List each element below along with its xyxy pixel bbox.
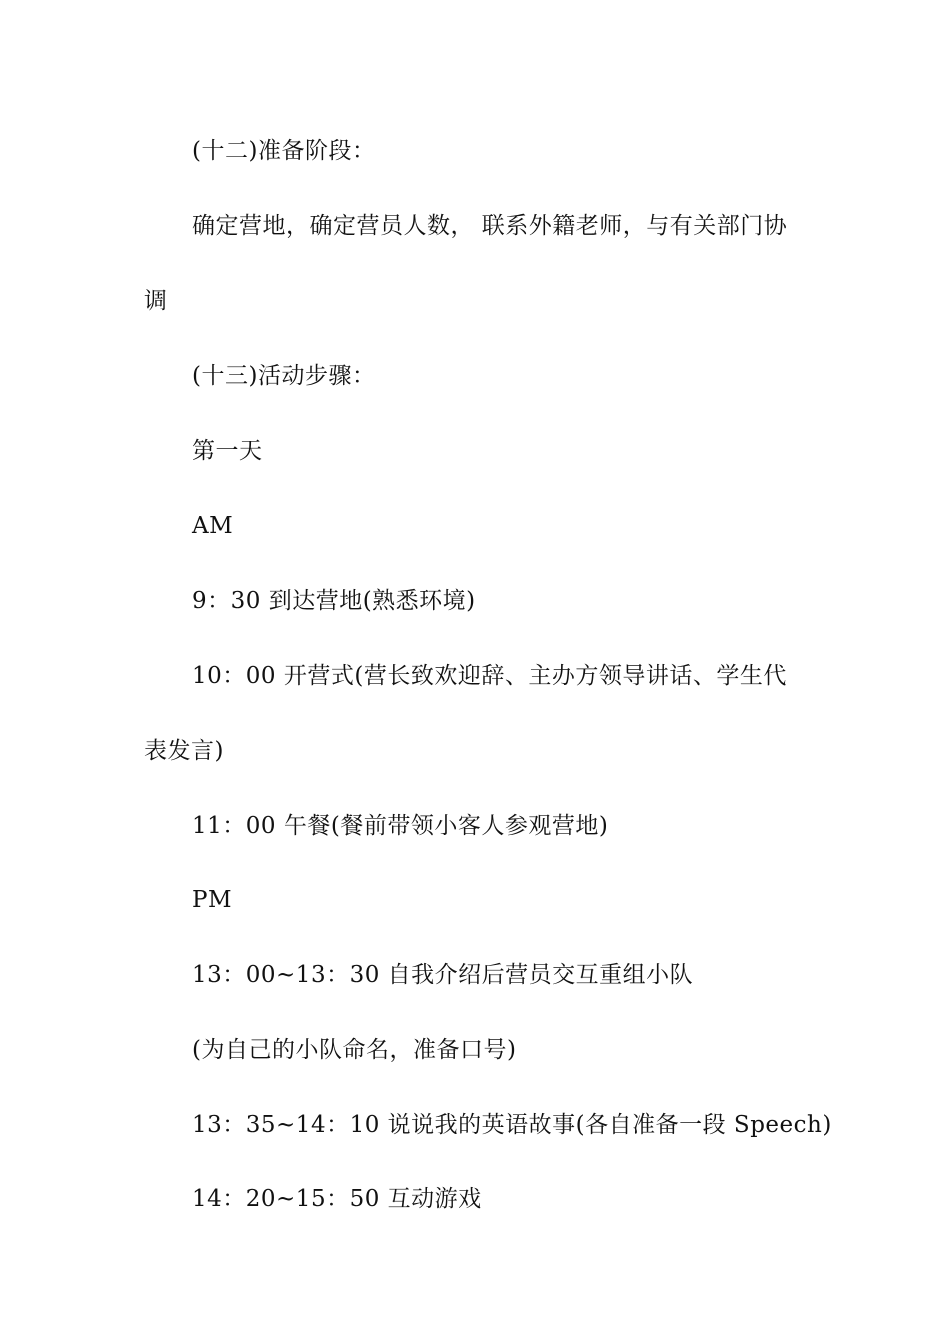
section-heading-preparation: (十二)准备阶段： [192,138,376,164]
period-label-pm: PM [192,887,233,913]
paragraph-line-continuation: 调 [144,288,168,314]
schedule-item: 9：30 到达营地(熟悉环境) [192,588,476,614]
section-heading-steps: (十三)活动步骤： [192,363,376,389]
schedule-item: 13：00~13：30 自我介绍后营员交互重组小队 [192,962,694,988]
schedule-item: 14：20~15：50 互动游戏 [192,1186,482,1212]
period-label-am: AM [192,513,234,539]
schedule-item: 10：00 开营式(营长致欢迎辞、主办方领导讲话、学生代 [192,663,787,689]
paragraph-line: 确定营地，确定营员人数， 联系外籍老师，与有关部门协 [192,213,788,239]
schedule-item: 11：00 午餐(餐前带领小客人参观营地) [192,813,609,839]
schedule-item-continuation: 表发言) [144,738,224,764]
day-heading: 第一天 [192,438,263,464]
schedule-item-note: (为自己的小队命名，准备口号) [192,1037,517,1063]
schedule-item: 13：35~14：10 说说我的英语故事(各自准备一段 Speech) [192,1112,832,1138]
